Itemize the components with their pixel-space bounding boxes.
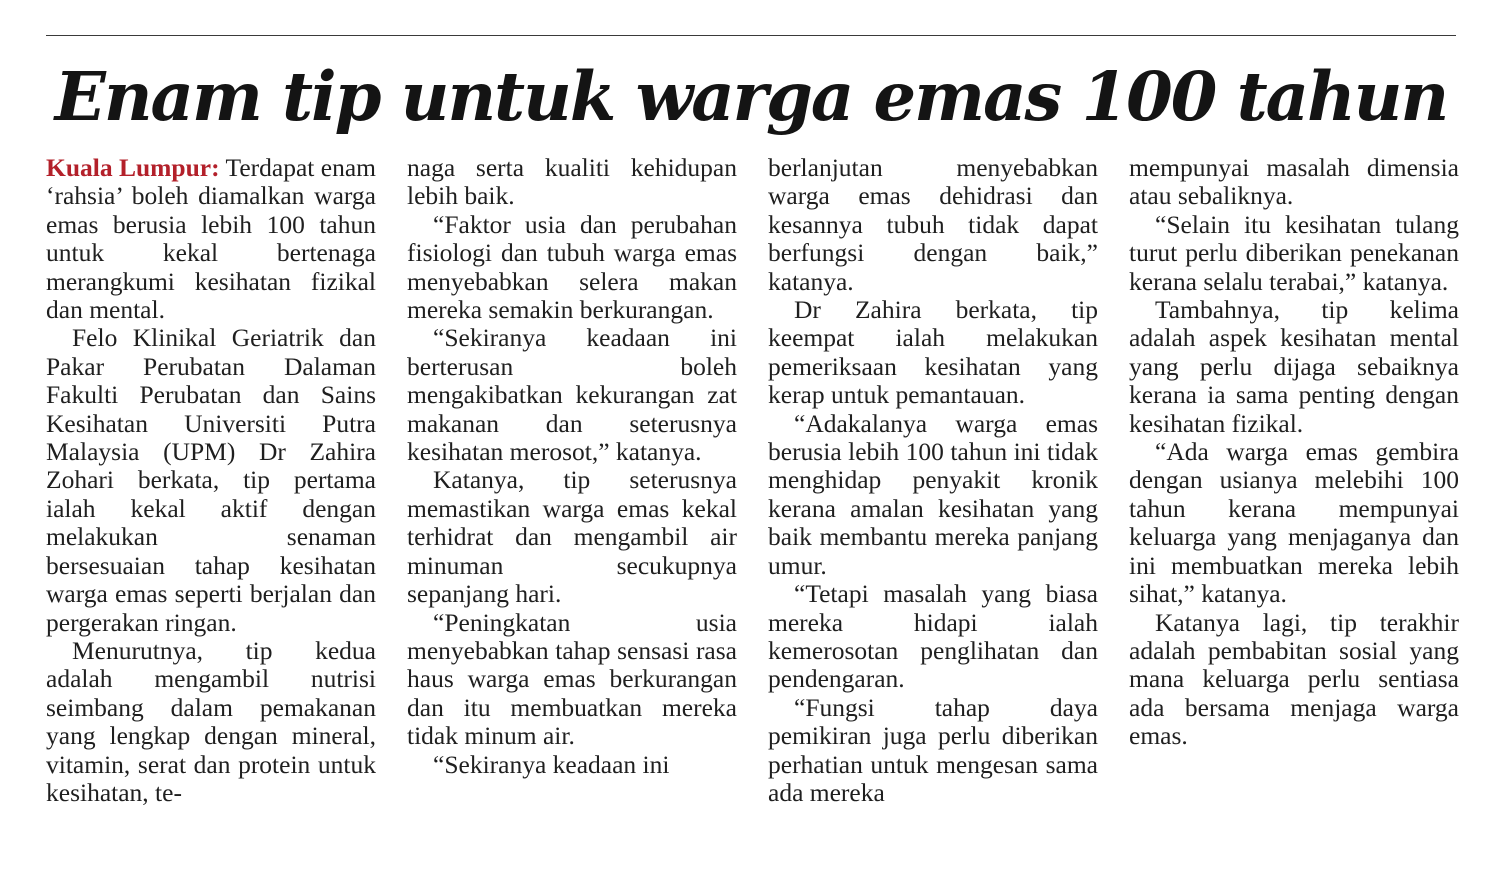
paragraph: Felo Klinikal Geriatrik dan Pakar Perubatan Dalaman Fakulti Perubatan dan Sains Kesihatan Universiti Putra Malaysia (UPM) Dr Zahira Zohari berkata, tip pertama ialah kekal aktif dengan melakukan senaman bersesuaian tahap kesihatan warga emas seperti berjalan dan pergerakan ringan. <box>46 323 376 637</box>
column-1 <box>46 154 376 807</box>
column-4 <box>1129 154 1459 807</box>
headline: Enam tip untuk warga emas 100 tahun <box>54 57 1448 136</box>
column-2 <box>407 154 737 807</box>
paragraph: “Fungsi tahap daya pemikiran juga perlu diberikan perhatian untuk mengesan sama ada mereka <box>768 692 1098 807</box>
dateline: Kuala Lumpur: <box>46 153 220 182</box>
paragraph: “Sekiranya keadaan ini <box>433 749 670 779</box>
paragraph: “Faktor usia dan perubahan fisiologi dan tubuh warga emas menyebabkan selera makan mereka semakin berkurangan. <box>407 209 737 325</box>
column-3 <box>768 154 1098 807</box>
paragraph: “Selain itu kesihatan tulang turut perlu diberikan penekanan kerana selalu terabai,” katanya. <box>1129 209 1459 296</box>
paragraph-continued: naga serta kualiti kehidupan lebih baik. <box>407 153 737 211</box>
paragraph: Katanya lagi, tip terakhir adalah pembabitan sosial yang mana keluarga perlu sentiasa ada bersama menjaga warga emas. <box>1129 607 1459 751</box>
paragraph: “Peningkatan usia menyebabkan tahap sensasi rasa haus warga emas berkurangan dan itu membuatkan mereka tidak minum air. <box>407 607 737 751</box>
paragraph-text: Terdapat enam ‘rahsia’ boleh diamalkan warga emas berusia lebih 100 tahun untuk kekal bertenaga merangkumi kesihatan fizikal dan mental. <box>46 153 376 325</box>
paragraph-continued: berlanjutan menyebabkan warga emas dehidrasi dan kesannya tubuh tidak dapat berfungsi dengan baik,” katanya. <box>768 153 1098 296</box>
paragraph: Dr Zahira berkata, tip keempat ialah melakukan pemeriksaan kesihatan yang kerap untuk pemantauan. <box>768 295 1098 410</box>
article-body <box>46 154 1459 807</box>
paragraph: Tambahnya, tip kelima adalah aspek kesihatan mental yang perlu dijaga sebaiknya kerana ia sama penting dengan kesihatan fizikal. <box>1129 295 1459 438</box>
paragraph: “Sekiranya keadaan ini berterusan boleh mengakibatkan kekurangan zat makanan dan seterusnya kesihatan merosot,” katanya. <box>407 323 737 467</box>
paragraph: Katanya, tip seterusnya memastikan warga emas kekal terhidrat dan mengambil air minuman secukupnya sepanjang hari. <box>407 465 737 609</box>
paragraph: “Ada warga emas gembira dengan usianya melebihi 100 tahun kerana mempunyai keluarga yang menjaganya dan ini membuatkan mereka lebih sihat,” katanya. <box>1129 437 1459 609</box>
paragraph: Menurutnya, tip kedua adalah mengambil nutrisi seimbang dalam pemakanan yang lengkap dengan mineral, vitamin, serat dan protein untuk kesihatan, te- <box>46 635 376 807</box>
top-rule <box>46 35 1456 36</box>
lead-paragraph <box>46 154 376 324</box>
paragraph-continued: mempunyai masalah dimensia atau sebaliknya. <box>1129 153 1459 211</box>
paragraph: “Adakalanya warga emas berusia lebih 100 tahun ini tidak menghidap penyakit kronik kerana amalan kesihatan yang baik membantu mereka panjang umur. <box>768 408 1098 580</box>
paragraph: “Tetapi masalah yang biasa mereka hidapi ialah kemerosotan penglihatan dan pendengaran. <box>768 579 1098 694</box>
